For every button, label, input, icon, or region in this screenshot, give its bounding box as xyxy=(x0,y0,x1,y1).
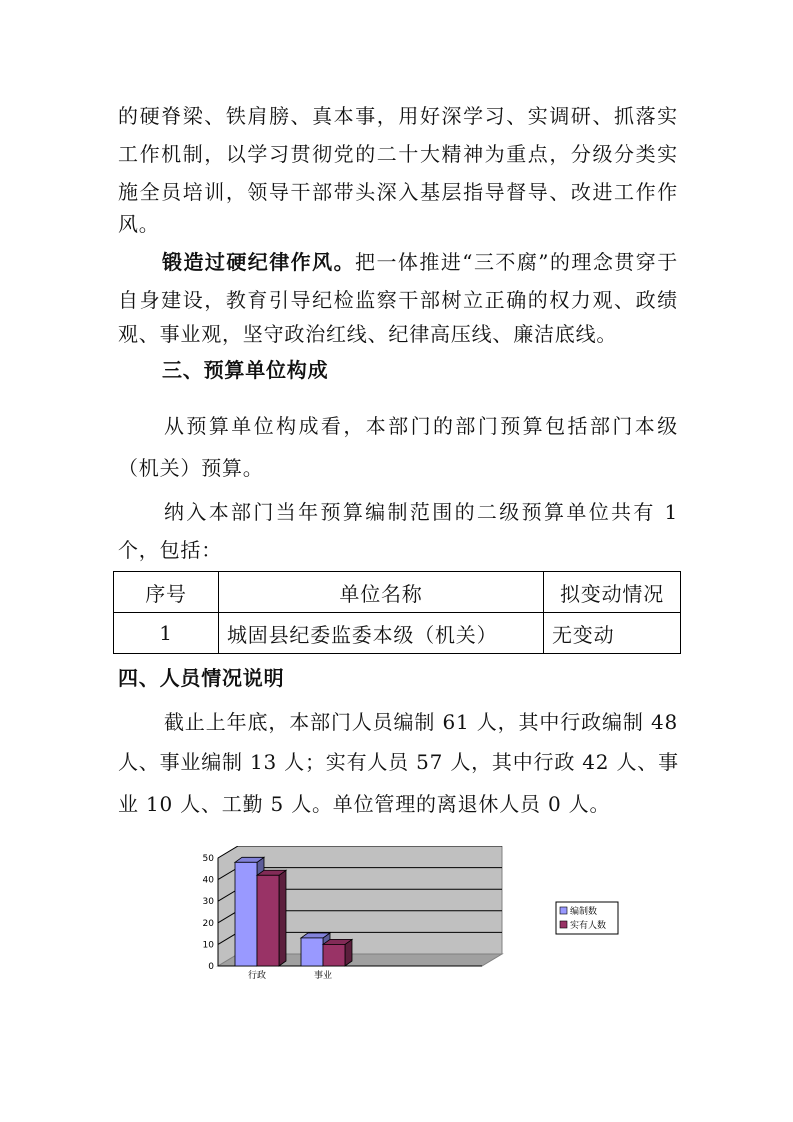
table-cell: 1 xyxy=(114,613,219,654)
y-tick-label: 30 xyxy=(202,897,214,908)
paragraph-line: 从预算单位构成看，本部门的部门预算包括部门本级 xyxy=(164,414,678,438)
y-tick-label: 40 xyxy=(202,875,214,886)
table-header-cell: 拟变动情况 xyxy=(544,572,681,613)
table-cell: 城固县纪委监委本级（机关） xyxy=(219,613,544,654)
bar xyxy=(301,938,323,966)
paragraph-line: 施全员培训，领导干部带头深入基层指导督导、改进工作作 xyxy=(118,180,678,204)
table-row xyxy=(114,613,681,654)
legend-label: 实有人数 xyxy=(570,921,607,931)
section-heading: 三、预算单位构成 xyxy=(162,358,329,382)
legend-swatch xyxy=(560,921,567,928)
y-tick-label: 20 xyxy=(202,918,214,929)
paragraph-line: 风。 xyxy=(118,212,160,236)
x-tick-label: 事业 xyxy=(313,971,333,981)
paragraph-line: （机关）预算。 xyxy=(118,456,264,480)
paragraph-line xyxy=(162,250,678,274)
staffing-bar-chart xyxy=(196,846,626,986)
paragraph-line: 人、事业编制 13 人；实有人员 57 人，其中行政 42 人、事 xyxy=(118,750,679,774)
table-cell: 无变动 xyxy=(544,613,681,654)
paragraph-line: 个，包括： xyxy=(118,538,222,562)
y-tick-label: 10 xyxy=(202,940,214,951)
paragraph-line: 的硬脊梁、铁肩膀、真本事，用好深学习、实调研、抓落实 xyxy=(118,104,678,128)
paragraph-line: 纳入本部门当年预算编制范围的二级预算单位共有 1 xyxy=(164,500,678,524)
table-header-cell: 序号 xyxy=(114,572,219,613)
table-header-cell: 单位名称 xyxy=(219,572,544,613)
paragraph-line: 截止上年底，本部门人员编制 61 人，其中行政编制 48 xyxy=(164,710,678,734)
paragraph-line: 观、事业观，坚守政治红线、纪律高压线、廉洁底线。 xyxy=(118,322,618,346)
legend-swatch xyxy=(560,907,567,914)
bar xyxy=(235,862,257,966)
section-heading: 四、人员情况说明 xyxy=(118,666,285,690)
bar xyxy=(323,944,345,966)
x-tick-label: 行政 xyxy=(247,971,267,981)
paragraph-lead: 锻造过硬纪律作风。 xyxy=(162,250,356,274)
legend-label: 编制数 xyxy=(570,907,598,917)
y-tick-label: 50 xyxy=(202,854,214,864)
paragraph-text: 把一体推进“三不腐”的理念贯穿于 xyxy=(355,250,678,274)
table-header-row xyxy=(114,572,681,613)
budget-unit-table xyxy=(113,571,681,654)
paragraph-line: 工作机制，以学习贯彻党的二十大精神为重点，分级分类实 xyxy=(118,142,678,166)
bar xyxy=(257,875,279,966)
bar-side xyxy=(279,870,286,966)
y-tick-label: 0 xyxy=(208,962,214,972)
paragraph-line: 自身建设，教育引导纪检监察干部树立正确的权力观、政绩 xyxy=(118,288,678,312)
paragraph-line: 业 10 人、工勤 5 人。单位管理的离退休人员 0 人。 xyxy=(118,792,611,816)
